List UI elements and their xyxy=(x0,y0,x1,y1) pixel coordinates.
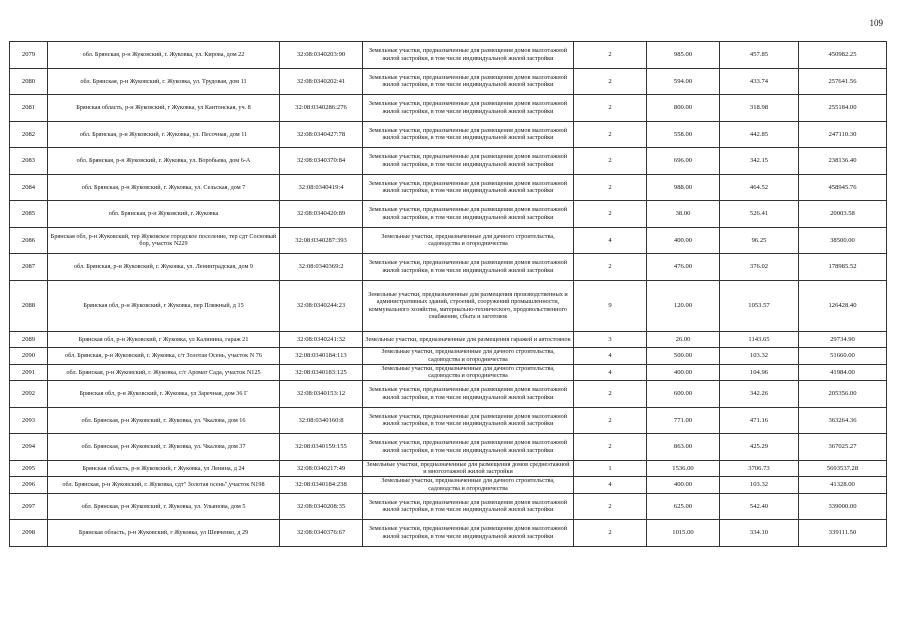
group-cell: 2 xyxy=(574,434,647,461)
cadastral-value-cell: 363264.36 xyxy=(799,407,887,434)
cadastral-number-cell: 32:08:0340160:8 xyxy=(280,407,363,434)
group-cell: 4 xyxy=(574,364,647,381)
cadastral-number-cell: 32:08:0340244:23 xyxy=(280,280,363,331)
cadastral-value-cell: 247110.30 xyxy=(799,121,887,148)
cadastral-value-cell: 238136.40 xyxy=(799,148,887,175)
address-cell: обл. Брянская, р-н Жуковский, г. Жуковка, ул. Песочная, дом 11 xyxy=(48,121,280,148)
specific-value-cell: 334.10 xyxy=(720,520,799,547)
area-cell: 476.00 xyxy=(647,254,720,281)
group-cell: 2 xyxy=(574,121,647,148)
area-cell: 625.00 xyxy=(647,493,720,520)
specific-value-cell: 342.15 xyxy=(720,148,799,175)
group-cell: 3 xyxy=(574,331,647,348)
area-cell: 26.00 xyxy=(647,331,720,348)
area-cell: 1536.00 xyxy=(647,460,720,477)
row-number: 2079 xyxy=(10,42,48,69)
cadastral-value-cell: 450982.25 xyxy=(799,42,887,69)
area-cell: 863.00 xyxy=(647,434,720,461)
area-cell: 771.00 xyxy=(647,407,720,434)
permitted-use-cell: Земельные участки, предназначенные для размещения домов малоэтажной жилой застройки, в том числе индивидуальной жилой застройки xyxy=(363,121,574,148)
permitted-use-cell: Земельные участки, предназначенные для размещения домов малоэтажной жилой застройки, в том числе индивидуальной жилой застройки xyxy=(363,434,574,461)
cadastral-value-cell: 205356.00 xyxy=(799,381,887,408)
cadastral-number-cell: 32:08:0340184:113 xyxy=(280,348,363,365)
specific-value-cell: 376.02 xyxy=(720,254,799,281)
cadastral-number-cell: 32:08:0340286:276 xyxy=(280,95,363,122)
specific-value-cell: 103.32 xyxy=(720,477,799,494)
specific-value-cell: 1143.65 xyxy=(720,331,799,348)
permitted-use-cell: Земельные участки, предназначенные для размещения домов малоэтажной жилой застройки, в том числе индивидуальной жилой застройки xyxy=(363,520,574,547)
row-number: 2097 xyxy=(10,493,48,520)
permitted-use-cell: Земельные участки, предназначенные для дачного строительства, садоводства и огородничества xyxy=(363,364,574,381)
cadastral-value-cell: 257641.56 xyxy=(799,68,887,95)
cadastral-value-cell: 367025.27 xyxy=(799,434,887,461)
row-number: 2087 xyxy=(10,254,48,281)
group-cell: 2 xyxy=(574,520,647,547)
table-row xyxy=(10,95,887,122)
table-row xyxy=(10,331,887,348)
permitted-use-cell: Земельные участки, предназначенные для размещения домов малоэтажной жилой застройки, в том числе индивидуальной жилой застройки xyxy=(363,201,574,228)
table-row xyxy=(10,460,887,477)
permitted-use-cell: Земельные участки, предназначенные для дачного строительства, садоводства и огородничества xyxy=(363,348,574,365)
address-cell: обл. Брянская, р-н Жуковский, г. Жуковка, ул. Чкалова, дом 16 xyxy=(48,407,280,434)
group-cell: 1 xyxy=(574,460,647,477)
address-cell: Брянская обл, р-н Жуковский, г Жуковка, пер Пляжный, д 15 xyxy=(48,280,280,331)
group-cell: 4 xyxy=(574,477,647,494)
area-cell: 38.00 xyxy=(647,201,720,228)
specific-value-cell: 103.32 xyxy=(720,348,799,365)
area-cell: 594.00 xyxy=(647,68,720,95)
area-cell: 696.00 xyxy=(647,148,720,175)
address-cell: Брянская область, р-н Жуковский, г Жуковка, ул Кантонская, уч. 8 xyxy=(48,95,280,122)
cadastral-value-cell: 339000.00 xyxy=(799,493,887,520)
group-cell: 2 xyxy=(574,68,647,95)
row-number: 2082 xyxy=(10,121,48,148)
row-number: 2080 xyxy=(10,68,48,95)
permitted-use-cell: Земельные участки, предназначенные для дачного строительства, садоводства и огородничества xyxy=(363,227,574,254)
address-cell: обл. Брянская, р-н Жуковский, г. Жуковка, с/т Аромат Сада, участок N125 xyxy=(48,364,280,381)
group-cell: 2 xyxy=(574,493,647,520)
address-cell: Брянская область, р-н Жуковский, г Жуковка, ул Ленина, д 24 xyxy=(48,460,280,477)
area-cell: 120.00 xyxy=(647,280,720,331)
cadastral-value-cell: 41984.00 xyxy=(799,364,887,381)
row-number: 2092 xyxy=(10,381,48,408)
permitted-use-cell: Земельные участки, предназначенные для размещения домов малоэтажной жилой застройки, в том числе индивидуальной жилой застройки xyxy=(363,381,574,408)
specific-value-cell: 471.16 xyxy=(720,407,799,434)
specific-value-cell: 3706.73 xyxy=(720,460,799,477)
row-number: 2084 xyxy=(10,174,48,201)
address-cell: Брянская обл, р-н Жуковский, г Жуковка, ул Калинина, гараж 21 xyxy=(48,331,280,348)
cadastral-number-cell: 32:08:0340241:32 xyxy=(280,331,363,348)
row-number: 2094 xyxy=(10,434,48,461)
group-cell: 2 xyxy=(574,95,647,122)
group-cell: 2 xyxy=(574,174,647,201)
row-number: 2090 xyxy=(10,348,48,365)
cadastral-number-cell: 32:08:0340217:49 xyxy=(280,460,363,477)
cadastral-number-cell: 32:08:0340202:41 xyxy=(280,68,363,95)
row-number: 2089 xyxy=(10,331,48,348)
cadastral-value-cell: 29734.90 xyxy=(799,331,887,348)
address-cell: обл. Брянская, р-н Жуковский, г. Жуковка, ул. Трудовая, дом 11 xyxy=(48,68,280,95)
area-cell: 558.00 xyxy=(647,121,720,148)
specific-value-cell: 104.96 xyxy=(720,364,799,381)
specific-value-cell: 526.41 xyxy=(720,201,799,228)
table-row xyxy=(10,520,887,547)
permitted-use-cell: Земельные участки, предназначенные для размещения домов малоэтажной жилой застройки, в том числе индивидуальной жилой застройки xyxy=(363,254,574,281)
row-number: 2083 xyxy=(10,148,48,175)
cadastral-value-cell: 5693537.28 xyxy=(799,460,887,477)
cadastral-number-cell: 32:08:0340420:89 xyxy=(280,201,363,228)
table-row xyxy=(10,227,887,254)
specific-value-cell: 342.26 xyxy=(720,381,799,408)
specific-value-cell: 542.40 xyxy=(720,493,799,520)
specific-value-cell: 1053.57 xyxy=(720,280,799,331)
table-row xyxy=(10,42,887,69)
permitted-use-cell: Земельные участки, предназначенные для размещения домов малоэтажной жилой застройки, в том числе индивидуальной жилой застройки xyxy=(363,493,574,520)
row-number: 2091 xyxy=(10,364,48,381)
table-row xyxy=(10,493,887,520)
cadastral-value-cell: 339111.50 xyxy=(799,520,887,547)
permitted-use-cell: Земельные участки, предназначенные для размещения домов малоэтажной жилой застройки, в том числе индивидуальной жилой застройки xyxy=(363,407,574,434)
specific-value-cell: 425.29 xyxy=(720,434,799,461)
address-cell: Брянская область, р-н Жуковский, г Жуковка, ул Шевченко, д 29 xyxy=(48,520,280,547)
cadastral-value-cell: 51660.00 xyxy=(799,348,887,365)
permitted-use-cell: Земельные участки, предназначенные для размещения домов среднеэтажной и многоэтажной жилой застройки xyxy=(363,460,574,477)
specific-value-cell: 433.74 xyxy=(720,68,799,95)
cadastral-number-cell: 32:08:0340208:35 xyxy=(280,493,363,520)
table-row xyxy=(10,280,887,331)
address-cell: обл. Брянская, р-н Жуковский, г. Жуковка xyxy=(48,201,280,228)
specific-value-cell: 457.85 xyxy=(720,42,799,69)
row-number: 2095 xyxy=(10,460,48,477)
group-cell: 2 xyxy=(574,381,647,408)
cadastral-number-cell: 32:08:0340153:12 xyxy=(280,381,363,408)
permitted-use-cell: Земельные участки, предназначенные для размещения домов малоэтажной жилой застройки, в том числе индивидуальной жилой застройки xyxy=(363,95,574,122)
table-row xyxy=(10,254,887,281)
address-cell: обл. Брянская, р-н Жуковский, г. Жуковка, ул. Сельская, дом 7 xyxy=(48,174,280,201)
address-cell: обл. Брянская, р-н Жуковский, г. Жуковка, ул. Ульянова, дом 5 xyxy=(48,493,280,520)
group-cell: 2 xyxy=(574,148,647,175)
area-cell: 400.00 xyxy=(647,477,720,494)
row-number: 2098 xyxy=(10,520,48,547)
group-cell: 2 xyxy=(574,201,647,228)
area-cell: 1015.00 xyxy=(647,520,720,547)
cadastral-number-cell: 32:08:0340159:155 xyxy=(280,434,363,461)
table-row xyxy=(10,477,887,494)
specific-value-cell: 318.98 xyxy=(720,95,799,122)
permitted-use-cell: Земельные участки, предназначенные для размещения домов малоэтажной жилой застройки, в том числе индивидуальной жилой застройки xyxy=(363,68,574,95)
area-cell: 400.00 xyxy=(647,227,720,254)
cadastral-number-cell: 32:08:0340287:393 xyxy=(280,227,363,254)
permitted-use-cell: Земельные участки, предназначенные для размещения домов малоэтажной жилой застройки, в том числе индивидуальной жилой застройки xyxy=(363,148,574,175)
permitted-use-cell: Земельные участки, предназначенные для размещения производственных и административных зданий, строений, сооружений промышленности, коммунального хозяйства, материально-технического, продовольственного снабжения, сбыта и заготовок xyxy=(363,280,574,331)
address-cell: обл. Брянская, р-н Жуковский, г. Жуковка, с/т Золотая Осень, участок N 76 xyxy=(48,348,280,365)
cadastral-number-cell: 32:08:0340419:4 xyxy=(280,174,363,201)
group-cell: 4 xyxy=(574,348,647,365)
group-cell: 2 xyxy=(574,42,647,69)
group-cell: 4 xyxy=(574,227,647,254)
cadastral-number-cell: 32:08:0340376:67 xyxy=(280,520,363,547)
specific-value-cell: 442.85 xyxy=(720,121,799,148)
table-row xyxy=(10,381,887,408)
row-number: 2086 xyxy=(10,227,48,254)
cadastral-number-cell: 32:08:0340369:2 xyxy=(280,254,363,281)
page-number: 109 xyxy=(869,18,883,28)
address-cell: обл. Брянская, р-н Жуковский, г. Жуковка, ул. Ленинградская, дом 9 xyxy=(48,254,280,281)
row-number: 2085 xyxy=(10,201,48,228)
row-number: 2088 xyxy=(10,280,48,331)
table-row xyxy=(10,407,887,434)
cadastral-value-cell: 255184.00 xyxy=(799,95,887,122)
address-cell: обл. Брянская, р-н Жуковский, г. Жуковка, ул. Воробьева, дом 6-А xyxy=(48,148,280,175)
table-row xyxy=(10,434,887,461)
group-cell: 9 xyxy=(574,280,647,331)
cadastral-value-cell: 41328.00 xyxy=(799,477,887,494)
specific-value-cell: 96.25 xyxy=(720,227,799,254)
permitted-use-cell: Земельные участки, предназначенные для размещения гаражей и автостоянок xyxy=(363,331,574,348)
area-cell: 400.00 xyxy=(647,364,720,381)
row-number: 2093 xyxy=(10,407,48,434)
row-number: 2096 xyxy=(10,477,48,494)
permitted-use-cell: Земельные участки, предназначенные для размещения домов малоэтажной жилой застройки, в том числе индивидуальной жилой застройки xyxy=(363,42,574,69)
area-cell: 500.00 xyxy=(647,348,720,365)
group-cell: 2 xyxy=(574,254,647,281)
table-row xyxy=(10,121,887,148)
area-cell: 985.00 xyxy=(647,42,720,69)
cadastral-value-table xyxy=(9,41,887,547)
cadastral-value-cell: 126428.40 xyxy=(799,280,887,331)
group-cell: 2 xyxy=(574,407,647,434)
permitted-use-cell: Земельные участки, предназначенные для дачного строительства, садоводства и огородничества xyxy=(363,477,574,494)
table-row xyxy=(10,348,887,365)
table-body xyxy=(10,42,887,547)
cadastral-number-cell: 32:08:0340370:84 xyxy=(280,148,363,175)
cadastral-value-cell: 20003.58 xyxy=(799,201,887,228)
table-row xyxy=(10,174,887,201)
address-cell: обл. Брянская, р-н Жуковский, г. Жуковка, ул. Кирова, дом 22 xyxy=(48,42,280,69)
address-cell: обл. Брянская, р-н Жуковский, г. Жуковка, сдт" Золотая осень",участок N198 xyxy=(48,477,280,494)
cadastral-number-cell: 32:08:0340427:78 xyxy=(280,121,363,148)
area-cell: 988.00 xyxy=(647,174,720,201)
permitted-use-cell: Земельные участки, предназначенные для размещения домов малоэтажной жилой застройки, в том числе индивидуальной жилой застройки xyxy=(363,174,574,201)
table-row xyxy=(10,201,887,228)
address-cell: обл. Брянская, р-н Жуковский, г. Жуковка, ул. Чкалова, дом 37 xyxy=(48,434,280,461)
cadastral-number-cell: 32:08:0340183:125 xyxy=(280,364,363,381)
cadastral-number-cell: 32:08:0340184:238 xyxy=(280,477,363,494)
row-number: 2081 xyxy=(10,95,48,122)
table-row xyxy=(10,68,887,95)
cadastral-value-cell: 458945.76 xyxy=(799,174,887,201)
address-cell: Брянская обл, р-н Жуковский, тер Жуковское городское поселение, тер сдт Сосновый бор, участок N229 xyxy=(48,227,280,254)
cadastral-value-cell: 38500.00 xyxy=(799,227,887,254)
area-cell: 600.00 xyxy=(647,381,720,408)
address-cell: Брянская обл, р-н Жуковский, г. Жуковка, ул Заречная, дом 36 Г xyxy=(48,381,280,408)
area-cell: 800.00 xyxy=(647,95,720,122)
table-row xyxy=(10,364,887,381)
table-row xyxy=(10,148,887,175)
specific-value-cell: 464.52 xyxy=(720,174,799,201)
cadastral-number-cell: 32:08:0340203:90 xyxy=(280,42,363,69)
cadastral-value-cell: 178985.52 xyxy=(799,254,887,281)
